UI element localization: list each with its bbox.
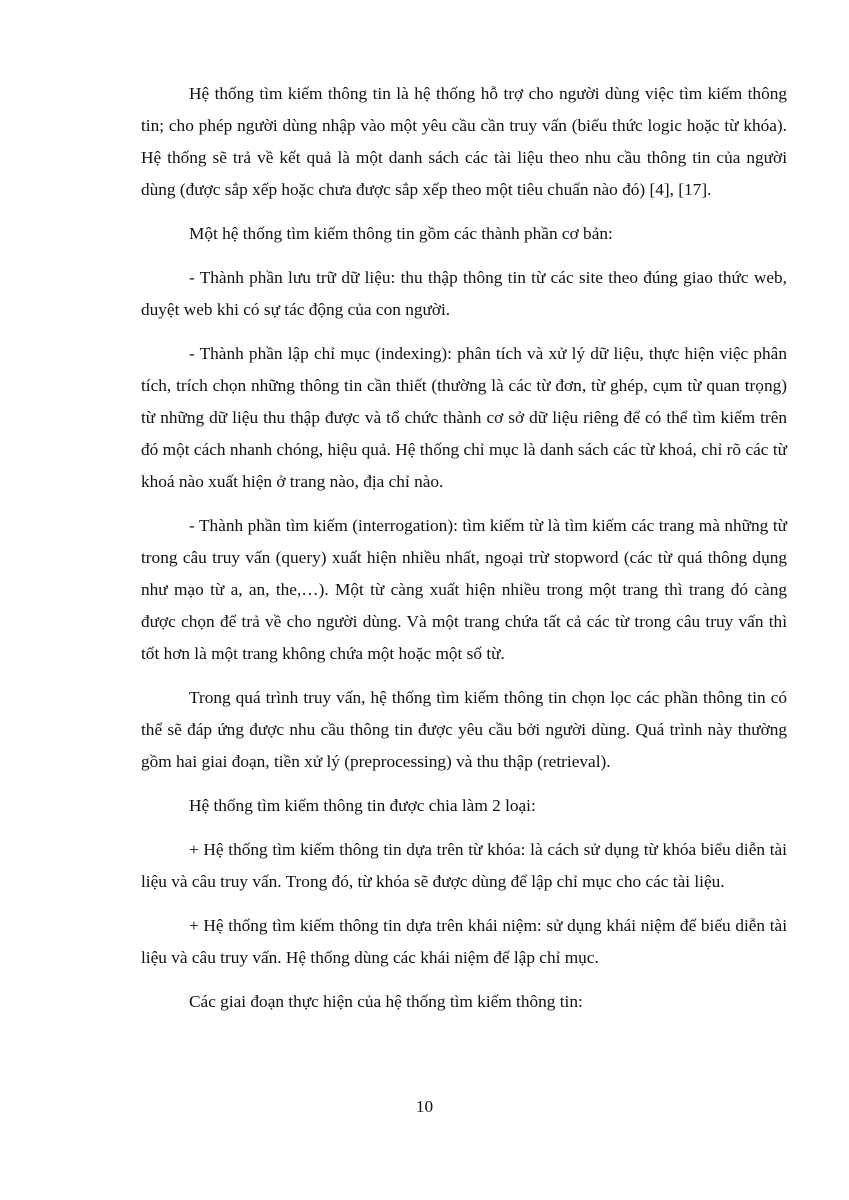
paragraph-components-intro: Một hệ thống tìm kiếm thông tin gồm các thành phần cơ bản: <box>189 224 613 243</box>
paragraph-stages-intro: Các giai đoạn thực hiện của hệ thống tìm kiếm thông tin: <box>189 992 583 1011</box>
paragraph-search-component: - Thành phần tìm kiếm (interrogation): tìm kiếm từ là tìm kiếm các trang mà những từ trong câu truy vấn (query) xuất hiện nhiều nhất, ngoại trừ stopword (các từ quá thông dụng như mạo từ a, an, the,…). Một từ càng xuất hiện nhiều trong một trang thì trang đó càng được chọn để trả về cho người dùng. Và một trang chứa tất cả các từ trong câu truy vấn thì tốt hơn là một trang không chứa một hoặc một số từ. <box>141 516 787 663</box>
paragraph-indexing-component: - Thành phần lập chỉ mục (indexing): phân tích và xử lý dữ liệu, thực hiện việc phân tích, trích chọn những thông tin cần thiết (thường là các từ đơn, từ ghép, cụm từ quan trọng) từ những dữ liệu thu thập được và tổ chức thành cơ sở dữ liệu riêng để có thể tìm kiếm trên đó một cách nhanh chóng, hiệu quả. Hệ thống chỉ mục là danh sách các từ khoá, chỉ rõ các từ khoá nào xuất hiện ở trang nào, địa chỉ nào. <box>141 344 787 491</box>
paragraph-storage-component: - Thành phần lưu trữ dữ liệu: thu thập thông tin từ các site theo đúng giao thức web, duyệt web khi có sự tác động của con người. <box>141 268 787 319</box>
paragraph-keyword-based: + Hệ thống tìm kiếm thông tin dựa trên từ khóa: là cách sử dụng từ khóa biểu diễn tài liệu và câu truy vấn. Trong đó, từ khóa sẽ được dùng để lập chỉ mục cho các tài liệu. <box>141 840 787 891</box>
paragraph-definition: Hệ thống tìm kiếm thông tin là hệ thống hỗ trợ cho người dùng việc tìm kiếm thông tin; cho phép người dùng nhập vào một yêu cầu cần truy vấn (biểu thức logic hoặc từ khóa). Hệ thống sẽ trả về kết quả là một danh sách các tài liệu theo nhu cầu thông tin của người dùng (được sắp xếp hoặc chưa được sắp xếp theo một tiêu chuẩn nào đó) [4], [17]. <box>141 84 787 199</box>
paragraph-concept-based: + Hệ thống tìm kiếm thông tin dựa trên khái niệm: sử dụng khái niệm để biểu diễn tài liệu và câu truy vấn. Hệ thống dùng các khái niệm để lập chỉ mục. <box>141 916 787 967</box>
paragraph-query-process: Trong quá trình truy vấn, hệ thống tìm kiếm thông tin chọn lọc các phần thông tin có thể sẽ đáp ứng được nhu cầu thông tin được yêu cầu bởi người dùng. Quá trình này thường gồm hai giai đoạn, tiền xử lý (preprocessing) và thu thập (retrieval). <box>141 688 787 771</box>
body-text <box>141 78 787 1018</box>
page-number: 10 <box>415 1097 434 1116</box>
paragraph-system-types: Hệ thống tìm kiếm thông tin được chia làm 2 loại: <box>189 796 536 815</box>
